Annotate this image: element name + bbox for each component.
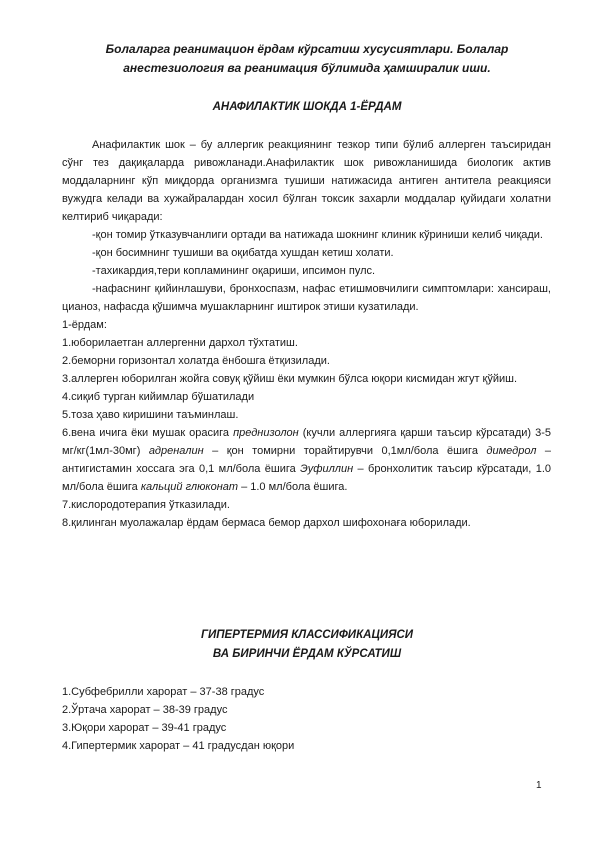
hyperthermia-list	[62, 683, 551, 755]
hyperthermia-item: 2.Ўртача харорат – 38-39 градус	[62, 704, 228, 716]
symptom-item: -тахикардия,тери копламининг оқариши, ипсимон пулс.	[92, 265, 376, 277]
aid-step: 8.қилинган муолажалар ёрдам бермаса бемор дархол шифохонаға юборилади.	[62, 517, 471, 529]
med-text: – бронхолитик таъсир кўрсатади, 1.0 мл/бола ёшига	[62, 463, 551, 493]
aid-step: 4.сиқиб турган кийимлар бўшатилади	[62, 391, 255, 403]
section-heading-anaphylaxis: АНАФИЛАКТИК ШОКДА 1-ЁРДАМ	[212, 101, 402, 113]
section-heading-hyperthermia-line1: ГИПЕРТЕРМИЯ КЛАССИФИКАЦИЯСИ	[200, 629, 414, 641]
anaphylaxis-body	[62, 136, 551, 532]
aid-step: 7.кислородотерапия ўтказилади.	[62, 499, 230, 511]
hyperthermia-item: 1.Субфебрилли харорат – 37-38 градус	[62, 686, 265, 698]
page-number: 1	[536, 780, 542, 791]
aid-step-medications	[62, 424, 551, 496]
symptom-item: -қон томир ўтказувчанлиги ортади ва натижада шокнинг клиник кўриниши келиб чиқади.	[92, 229, 543, 241]
aid-step: 3.аллерген юборилган жойга совуқ қўйиш ёки мумкин бўлса юқори кисмидан жгут қўйиш.	[62, 373, 518, 385]
intro-paragraph: Анафилактик шок – бу аллергик реакциянинг тезкор типи бўлиб аллерген таъсиридан сўнг тез дақиқаларда ривожланади.Анафилактик шок ривожланишида биологик актив моддаларнинг кўп миқдорда организмга тушиши натижасида антиген антитела реакцияси вужудга келади ва хужайралардан хосил бўлган токсик захарли моддалар қуйидаги холатни келтириб чиқаради:	[62, 139, 551, 223]
hyperthermia-item: 3.Юқори харорат – 39-41 градус	[62, 722, 227, 734]
symptom-item: -нафаснинг қийинлашуви, бронхоспазм, нафас етишмовчилиги симптомлари: хансираш, цианоз, нафасда қўшимча мушакларнинг иштирок этиши кузатилади.	[62, 283, 551, 313]
med-text: (кучли аллергияга қарши таъсир кўрсатади) 3-5 мг/кг(1мл-30мг)	[62, 427, 551, 457]
med-text: 6.вена ичига ёки мушак орасига	[62, 427, 234, 439]
hyperthermia-item: 4.Гипертермик харорат – 41 градусдан юқори	[62, 740, 295, 752]
drug-name: димедрол	[486, 445, 537, 457]
document-title: Болаларга реанимацион ёрдам кўрсатиш хусусиятлари. Болалар анестезиология ва реанимация бўлимида ҳамширалик иши.	[105, 42, 509, 75]
first-aid-label: 1-ёрдам:	[62, 319, 107, 331]
symptom-item: -қон босимнинг тушиши ва оқибатда хушдан кетиш холати.	[92, 247, 394, 259]
drug-name: Эуфиллин	[300, 463, 354, 475]
med-text: – қон томирни торайтирувчи 0,1мл/бола ёшига	[203, 445, 487, 457]
aid-step: 1.юборилаетган аллергенни дархол тўхтатиш.	[62, 337, 298, 349]
drug-name: адреналин	[148, 445, 204, 457]
med-text: – антигистамин хоссага эга 0,1 мл/бола ёшига	[62, 445, 551, 475]
drug-name: преднизолон	[233, 427, 299, 439]
aid-step: 5.тоза ҳаво киришини таъминлаш.	[62, 409, 239, 421]
aid-step: 2.беморни горизонтал холатда ёнбошга ётқизилади.	[62, 355, 330, 367]
drug-name: кальций глюконат	[140, 481, 239, 493]
section-heading-hyperthermia-line2: ВА БИРИНЧИ ЁРДАМ КЎРСАТИШ	[212, 648, 402, 660]
med-text: – 1.0 мл/бола ёшига.	[238, 481, 348, 493]
